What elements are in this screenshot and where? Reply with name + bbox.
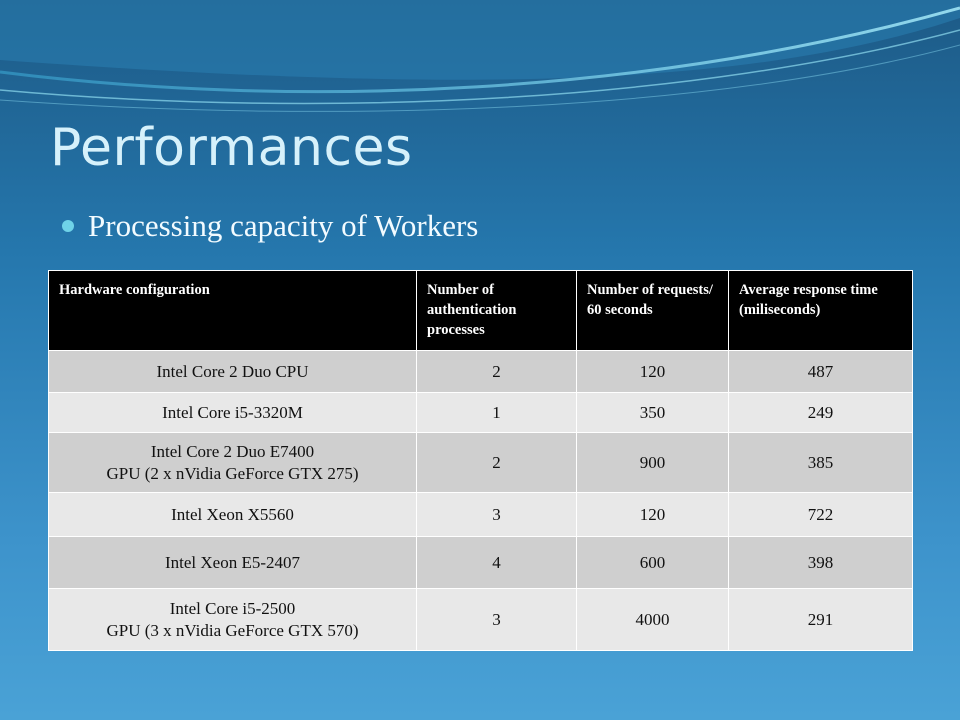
- cell-response: 291: [729, 589, 913, 651]
- cell-requests: 900: [577, 433, 729, 493]
- table-row: [49, 589, 913, 651]
- header-response: Average response time (miliseconds): [729, 271, 913, 351]
- header-processes: Number of authentication processes: [417, 271, 577, 351]
- cell-response: 487: [729, 351, 913, 393]
- cell-hardware: [49, 351, 417, 393]
- cell-response: 249: [729, 393, 913, 433]
- bullet-item: [62, 208, 478, 244]
- header-hardware: Hardware configuration: [49, 271, 417, 351]
- hardware-line: Intel Core 2 Duo E7400: [150, 441, 315, 461]
- hardware-gpu-line: GPU (3 x nVidia GeForce GTX 570): [106, 620, 359, 640]
- cell-requests: 120: [577, 351, 729, 393]
- cell-processes: 2: [417, 433, 577, 493]
- table-row: [49, 393, 913, 433]
- performance-table: [48, 270, 913, 651]
- cell-processes: 3: [417, 589, 577, 651]
- header-wave-decoration: [0, 0, 960, 130]
- table-row: [49, 493, 913, 537]
- cell-response: 398: [729, 537, 913, 589]
- cell-requests: 350: [577, 393, 729, 433]
- cell-hardware: [49, 493, 417, 537]
- cell-response: 385: [729, 433, 913, 493]
- bullet-dot-icon: [62, 220, 74, 232]
- hardware-line: Intel Xeon E5-2407: [164, 552, 301, 572]
- hardware-line: Intel Core i5-3320M: [162, 402, 303, 422]
- cell-hardware: [49, 433, 417, 493]
- bullet-text: Processing capacity of Workers: [88, 208, 479, 243]
- header-requests: Number of requests/ 60 seconds: [577, 271, 729, 351]
- table-row: [49, 351, 913, 393]
- hardware-line: Intel Core 2 Duo CPU: [156, 361, 309, 381]
- cell-processes: 4: [417, 537, 577, 589]
- cell-requests: 4000: [577, 589, 729, 651]
- cell-processes: 1: [417, 393, 577, 433]
- cell-hardware: [49, 537, 417, 589]
- cell-processes: 3: [417, 493, 577, 537]
- table-header-row: [49, 271, 913, 351]
- cell-hardware: [49, 589, 417, 651]
- hardware-line: Intel Xeon X5560: [171, 504, 294, 524]
- cell-processes: 2: [417, 351, 577, 393]
- hardware-line: Intel Core i5-2500: [169, 598, 296, 618]
- cell-hardware: [49, 393, 417, 433]
- hardware-gpu-line: GPU (2 x nVidia GeForce GTX 275): [106, 463, 359, 483]
- slide-title: Performances: [50, 118, 413, 178]
- cell-response: 722: [729, 493, 913, 537]
- cell-requests: 120: [577, 493, 729, 537]
- table-row: [49, 433, 913, 493]
- cell-requests: 600: [577, 537, 729, 589]
- table-row: [49, 537, 913, 589]
